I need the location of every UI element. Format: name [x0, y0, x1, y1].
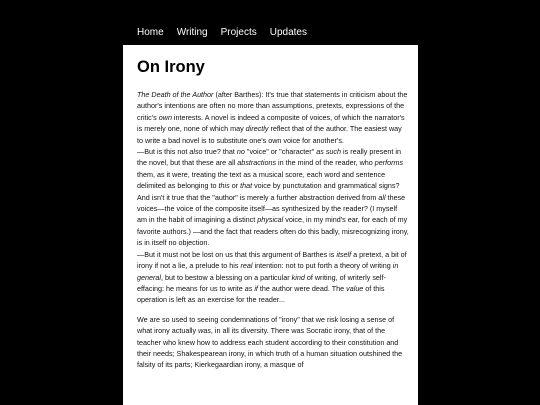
emphasis: in general [137, 261, 399, 282]
article-title: On Irony [137, 58, 205, 76]
paragraph-text: them, as it were, treating the text as a musical score, each word and sentence delimited as belonging to [137, 169, 386, 191]
emphasis: directly [245, 124, 269, 134]
article-body [137, 89, 409, 371]
paragraph-text: intention: not to put forth a theory of writing [252, 261, 393, 271]
paragraph-text: these voices—the voice of the composite itself—as synthesized by the reader? (I myself am in the habit of imagining a distinct [137, 192, 406, 225]
top-navigation [137, 27, 320, 41]
paragraph-text: in the mind of the reader, who [276, 158, 375, 168]
paragraph-text: voice, in my mind's ear, for each of my favorite authors.) —and the fact that readers often do this badly, misrecognizing irony, is in itself no objection. [137, 215, 409, 248]
paragraph-text: a pretext, a bit of irony if not a lie, a prelude to his [137, 249, 407, 271]
emphasis: own [158, 112, 172, 122]
article-card [123, 45, 418, 405]
paragraph-text: of this operation is left as an exercise for the reader... [137, 283, 385, 305]
paragraph-text: —But is this not [137, 147, 190, 157]
nav-link-writing[interactable]: Writing [176, 27, 208, 38]
paragraph-text: or [229, 181, 241, 191]
paragraph-text: , but to bestow a blessing on a particular [160, 272, 292, 282]
paragraph-text: (after Barthes): It's true that statements in criticism about the author's intentions are often no more than assumptions, pretexts, expressions of the critic's [137, 90, 408, 122]
emphasis: real [240, 261, 253, 271]
paragraph-text: the author were dead. The [257, 283, 347, 293]
emphasis: that [240, 181, 253, 191]
nav-link-updates[interactable]: Updates [269, 27, 307, 38]
emphasis: was [198, 326, 211, 336]
emphasis: physical [257, 215, 284, 225]
paragraph-1 [137, 89, 409, 306]
emphasis: value [346, 283, 364, 293]
emphasis: this [218, 181, 230, 191]
emphasis: also [189, 147, 203, 157]
paragraph-text: We are so used to seeing condemnations of "irony" that we risk losing a sense of what irony actually [137, 314, 395, 336]
paragraph-text: voice by punctutation and grammatical signs? And isn't it true that the "author" is merely a further abstraction derived from [137, 181, 400, 202]
paragraph-text: , in all its diversity. There was Socratic irony, that of the teacher who knew how to address each student according to their constitution and their needs; Shakespearean irony, in which truth of a human situation outshined the falsity of its parts; Kierkegaardian irony, a masque of [137, 326, 403, 370]
emphasis: performs [374, 158, 404, 168]
emphasis: kind [291, 272, 305, 282]
paragraph-text: is really present in the novel, but that these are all [137, 147, 401, 168]
nav-link-home[interactable]: Home [137, 27, 164, 38]
book-title: The Death of the Author [137, 90, 214, 99]
emphasis: no [236, 147, 245, 157]
emphasis: itself [336, 249, 352, 259]
paragraph-2 [137, 314, 409, 371]
nav-link-projects[interactable]: Projects [220, 27, 257, 38]
emphasis: as if [244, 283, 258, 293]
emphasis: abstractions [237, 158, 277, 168]
emphasis: as such [316, 147, 342, 157]
paragraph-text: of writing, of writerly self-effacing: he means for us to write [137, 272, 386, 293]
paragraph-text: —But it must not be lost on us that this argument of Barthes is [137, 249, 337, 259]
paragraph-text: reflect that of the author. The easiest way to write a bad novel is to substitute one's own voice for another's. [137, 124, 402, 145]
paragraph-text: interests. A novel is indeed a composite of voices, of which the narrator's is merely one, none of which may [137, 112, 405, 134]
paragraph-text: "voice" or "character" [244, 147, 317, 157]
article-content [137, 57, 409, 379]
paragraph-text: true? that [202, 147, 237, 157]
emphasis: all [378, 192, 386, 202]
